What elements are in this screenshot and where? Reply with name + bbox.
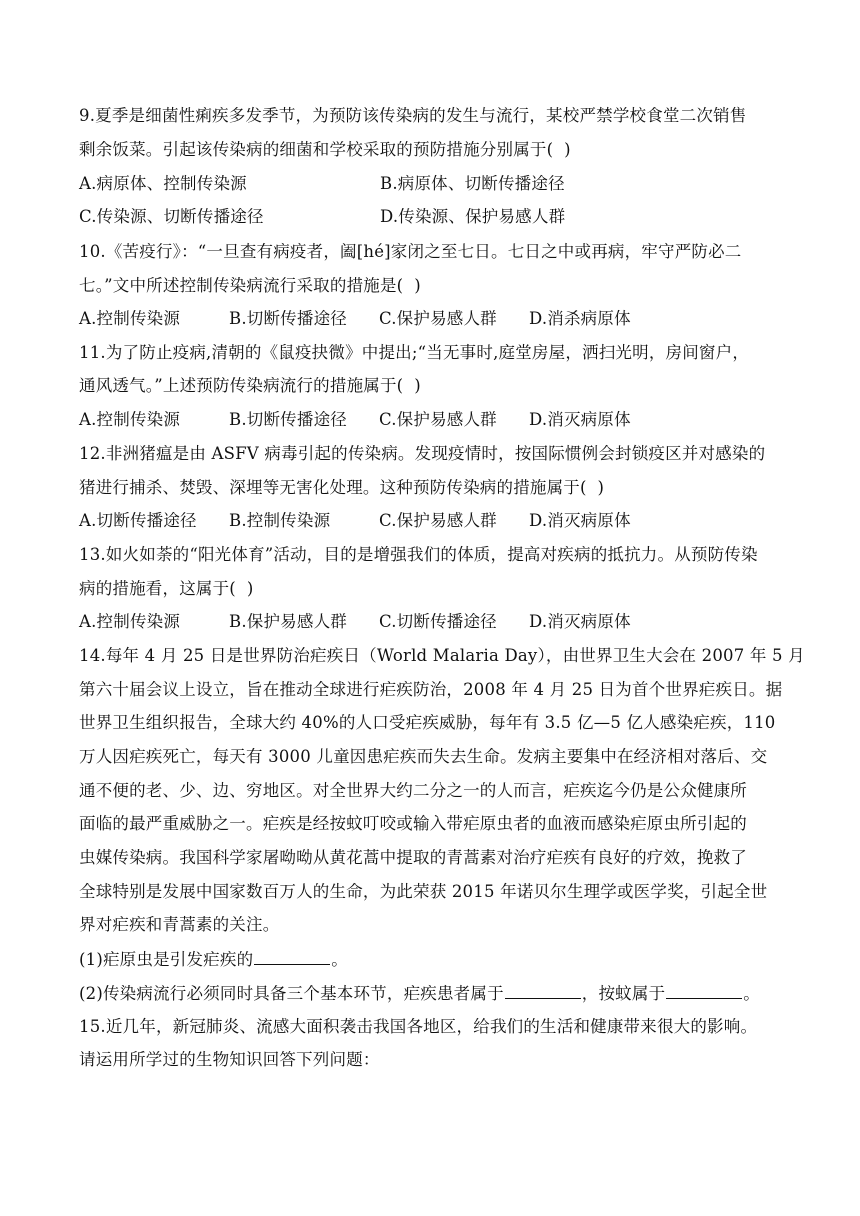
answer-blank[interactable] — [505, 983, 581, 999]
q13-option-a: A.控制传染源 — [79, 612, 181, 631]
q14-passage-line: 世界卫生组织报告，全球大约 40%的人口受疟疾威胁，每年有 3.5 亿—5 亿人感染疟疾，110 — [79, 713, 776, 732]
q14-subquestion-2 — [79, 983, 760, 1004]
q11-stem-line2: 通风透气。”上述预防传染病流行的措施属于( ) — [79, 376, 421, 395]
q14-passage-line: 14.每年 4 月 25 日是世界防治疟疾日（World Malaria Day），由世界卫生大会在 2007 年 5 月 — [79, 646, 805, 665]
q11-option-c: C.保护易感人群 — [379, 410, 497, 429]
q12-option-a: A.切断传播途径 — [79, 511, 197, 530]
q10-option-a: A.控制传染源 — [79, 309, 181, 328]
q9-option-b: B.病原体、切断传播途径 — [380, 174, 565, 193]
q14-sub2-end: 。 — [743, 984, 760, 1003]
q13-stem-line2: 病的措施看，这属于( ) — [79, 579, 254, 598]
q12-option-d: D.消灭病原体 — [529, 511, 631, 530]
q13-option-d: D.消灭病原体 — [529, 612, 631, 631]
q10-option-b: B.切断传播途径 — [229, 309, 347, 328]
q14-sub1-end: 。 — [331, 950, 348, 969]
q9-stem-line2: 剩余饭菜。引起该传染病的细菌和学校采取的预防措施分别属于( ) — [79, 140, 571, 159]
q11-stem-line1: 11.为了防止疫病,清朝的《鼠疫抉微》中提出;“当无事时,庭堂房屋，洒扫光明，房间窗户， — [79, 343, 750, 362]
q10-stem-line1: 10.《苦疫行》：“一旦查有病疫者，阖[hé]家闭之至七日。七日之中或再病，牢守严防必二 — [79, 242, 742, 261]
q10-option-d: D.消杀病原体 — [529, 309, 631, 328]
q14-sub2-prompt: (2)传染病流行必须同时具备三个基本环节，疟疾患者属于 — [79, 984, 504, 1003]
q9-option-d: D.传染源、保护易感人群 — [380, 207, 566, 226]
q14-passage-line: 虫媒传染病。我国科学家屠呦呦从黄花蒿中提取的青蒿素对治疗疟疾有良好的疗效，挽救了 — [79, 848, 747, 867]
q14-passage-line: 第六十届会议上设立，旨在推动全球进行疟疾防治，2008 年 4 月 25 日为首个世界疟疾日。据 — [79, 680, 783, 699]
q11-option-d: D.消灭病原体 — [529, 410, 631, 429]
q10-option-c: C.保护易感人群 — [379, 309, 497, 328]
q14-passage-line: 全球特别是发展中国家数百万人的生命，为此荣获 2015 年诺贝尔生理学或医学奖，引起全世 — [79, 882, 768, 901]
q11-option-a: A.控制传染源 — [79, 410, 181, 429]
q13-stem-line1: 13.如火如荼的“阳光体育”活动，目的是增强我们的体质，提高对疾病的抵抗力。从预防传染 — [79, 545, 758, 564]
q9-option-c: C.传染源、切断传播途径 — [79, 207, 264, 226]
q15-stem-line2: 请运用所学过的生物知识回答下列问题： — [79, 1050, 380, 1069]
q14-passage-line: 万人因疟疾死亡，每天有 3000 儿童因患疟疾而失去生命。发病主要集中在经济相对落后、交 — [79, 747, 768, 766]
q12-option-b: B.控制传染源 — [229, 511, 331, 530]
q12-stem-line2: 猪进行捕杀、焚毁、深埋等无害化处理。这种预防传染病的措施属于( ) — [79, 478, 605, 497]
q10-stem-line2: 七。”文中所述控制传染病流行采取的措施是( ) — [79, 276, 421, 295]
q14-passage-line: 通不便的老、少、边、穷地区。对全世界大约二分之一的人而言，疟疾迄今仍是公众健康所 — [79, 781, 747, 800]
q14-passage-line: 界对疟疾和青蒿素的关注。 — [79, 915, 280, 934]
q12-stem-line1: 12.非洲猪瘟是由 ASFV 病毒引起的传染病。发现疫情时，按国际惯例会封锁疫区并对感染的 — [79, 444, 766, 463]
q14-passage-line: 面临的最严重威胁之一。疟疾是经按蚊叮咬或输入带疟原虫者的血液而感染疟原虫所引起的 — [79, 814, 747, 833]
q9-stem-line1: 9.夏季是细菌性痢疾多发季节，为预防该传染病的发生与流行，某校严禁学校食堂二次销售 — [79, 106, 747, 125]
answer-blank[interactable] — [666, 983, 742, 999]
q14-subquestion-1 — [79, 949, 348, 970]
q13-option-b: B.保护易感人群 — [229, 612, 347, 631]
q14-sub2-middle: ，按蚊属于 — [581, 984, 666, 1003]
q9-option-a: A.病原体、控制传染源 — [79, 174, 247, 193]
q11-option-b: B.切断传播途径 — [229, 410, 347, 429]
q13-option-c: C.切断传播途径 — [379, 612, 497, 631]
q12-option-c: C.保护易感人群 — [379, 511, 497, 530]
q15-stem-line1: 15.近几年，新冠肺炎、流感大面积袭击我国各地区，给我们的生活和健康带来很大的影响。 — [79, 1017, 758, 1036]
answer-blank[interactable] — [254, 949, 330, 965]
q14-sub1-prompt: (1)疟原虫是引发疟疾的 — [79, 950, 254, 969]
